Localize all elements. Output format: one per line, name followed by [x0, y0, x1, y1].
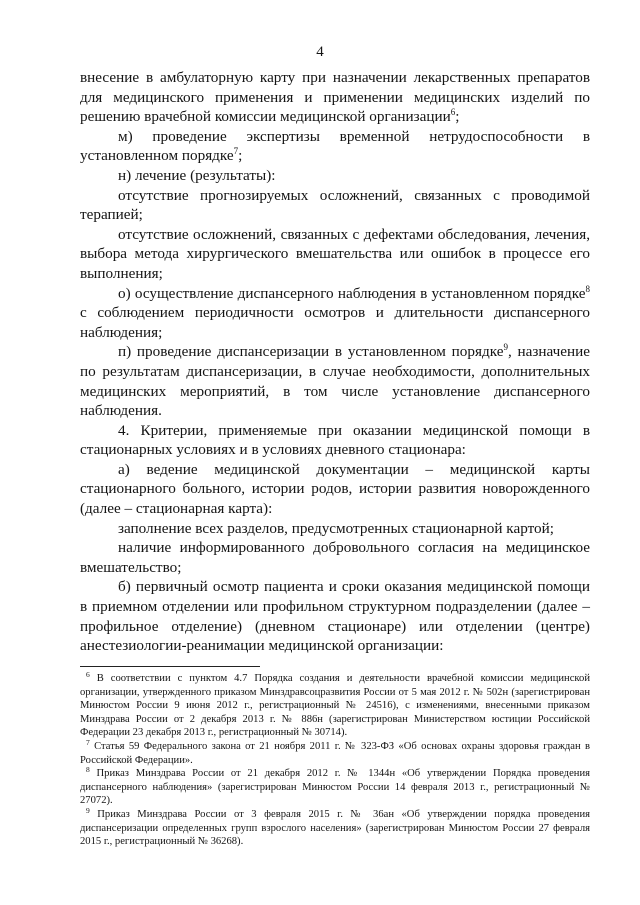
paragraph: н) лечение (результаты):: [118, 166, 276, 184]
paragraph: б) первичный осмотр пациента и сроки оказания медицинской помощи в приемном отделении или профильном структурном подразделении (далее – профильное отделение) (дневном стационаре) или отделении (центре) анестезиологии-реанимации медицинской организации:: [80, 578, 590, 655]
footnote: $^8$ Приказ Минздрава России от 21 декабря 2012 г. № 1344н «Об утверждении Порядка проведения диспансерного наблюдения» (зарегистрирован Минюстом России 14 февраля 2013 г., регистрационный № 27072).: [80, 765, 590, 807]
paragraph: п) проведение диспансеризации в установленном порядке$^9$, назначение по результатам диспансеризации, в случае необходимости, дополнительных медицинских мероприятий, в том числе установление диспансерного наблюдения.: [80, 342, 590, 420]
paragraph: наличие информированного добровольного согласия на медицинское вмешательство;: [80, 539, 590, 576]
paragraph: заполнение всех разделов, предусмотренных стационарной картой;: [118, 519, 554, 537]
page-number: 4: [316, 44, 324, 60]
footnotes: [80, 672, 590, 849]
paragraph: внесение в амбулаторную карту при назначении лекарственных препаратов для медицинского применения и применении медицинских изделий по решению врачебной комиссии медицинской организации$^6$;: [80, 69, 590, 126]
paragraph: м) проведение экспертизы временной нетрудоспособности в установленном порядке$^7$;: [80, 127, 590, 165]
footnote: $^9$ Приказ Минздрава России от 3 февраля 2015 г. № 36ан «Об утверждении порядка проведения диспансеризации определенных групп взрослого населения» (зарегистрирован Минюстом России 27 февраля 2015 г., регистрационный № 36268).: [80, 805, 590, 848]
paragraph: отсутствие осложнений, связанных с дефектами обследования, лечения, выбора метода хирургического вмешательства или ошибок в процессе его выполнения;: [80, 225, 590, 282]
footnote: $^7$ Статья 59 Федерального закона от 21 ноября 2011 г. № 323-ФЗ «Об основах охраны здоровья граждан в Российской Федерации».: [80, 737, 590, 766]
footnote-divider: [80, 666, 260, 667]
paragraph: а) ведение медицинской документации – медицинской карты стационарного больного, истории родов, истории развития новорожденного (далее – стационарная карта):: [80, 460, 590, 518]
paragraph: о) осуществление диспансерного наблюдения в установленном порядке$^8$ с соблюдением периодичности осмотров и длительности диспансерного наблюдения;: [80, 283, 590, 341]
section-heading-paragraph: 4. Критерии, применяемые при оказании медицинской помощи в стационарных условиях и в условиях дневного стационара:: [80, 421, 590, 459]
paragraph: отсутствие прогнозируемых осложнений, связанных с проводимой терапией;: [80, 186, 590, 224]
main-text: [80, 68, 590, 656]
footnote: $^6$ В соответствии с пунктом 4.7 Порядка создания и деятельности врачебной комиссии медицинской организации, утвержденного приказом Минздравсоцразвития России от 5 мая 2012 г. № 502н (зарегистрирован Минюстом России 9 июня 2012 г., регистрационный № 24516), с изменениями, внесенными приказом Минздрава России от 2 декабря 2013 г. № 886н (зарегистрирован Министерством юстиции Российской Федерации 23 декабря 2013 г., регистрационный № 30714).: [80, 670, 590, 739]
